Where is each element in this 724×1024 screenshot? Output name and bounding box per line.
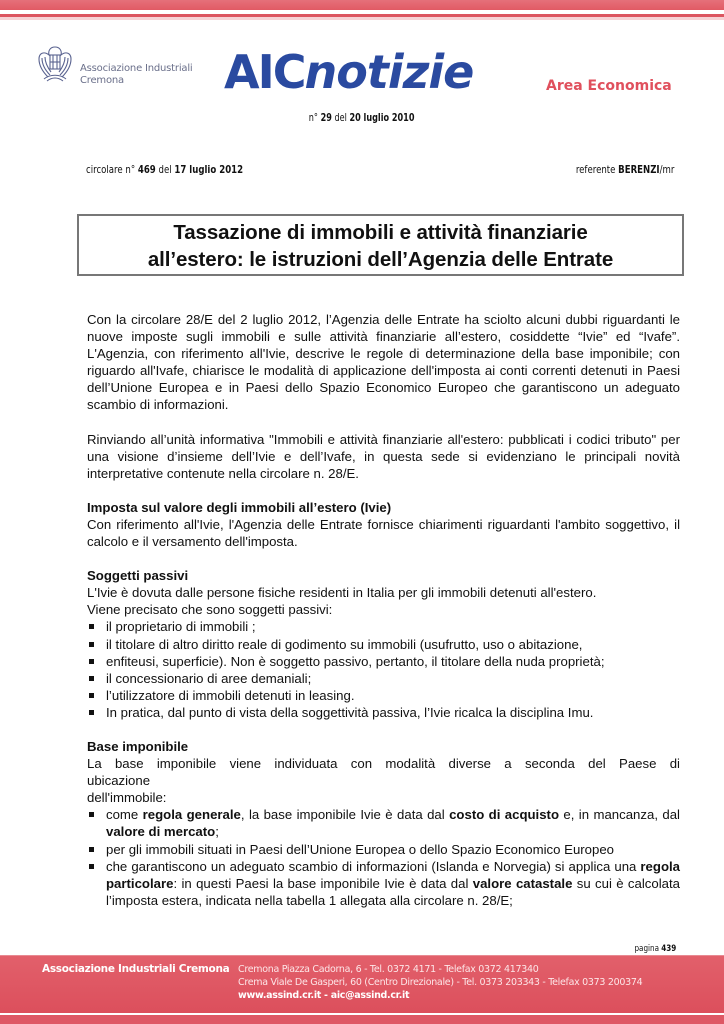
soggetti-paragraph-2: Viene precisato che sono soggetti passivi:	[87, 602, 333, 618]
confindustria-eagle-icon	[36, 43, 74, 83]
list-item-text: il proprietario di immobili ;	[106, 619, 256, 635]
footer-address-crema: Crema Viale De Gasperi, 60 (Centro Direzionale) - Tel. 0373 203343 - Telefax 0373 200374	[238, 977, 643, 988]
bold-run: regola generale	[142, 807, 241, 823]
square-bullet-icon	[89, 659, 94, 664]
list-item-text: il titolare di altro diritto reale di godimento su immobili (usufrutto, uso o abitazione,	[106, 636, 583, 652]
list-item-text: l’utilizzatore di immobili detenuti in leasing.	[106, 687, 355, 703]
list-item	[87, 618, 680, 635]
footer-org-name: Associazione Industriali Cremona	[42, 963, 230, 975]
base-paragraph-1: La base imponibile viene individuata con modalità diverse a seconda del Paese di	[87, 756, 680, 772]
text-run: ;	[215, 824, 219, 840]
page-prefix: pagina	[634, 944, 661, 954]
square-bullet-icon	[89, 693, 94, 698]
soggetti-list	[87, 618, 680, 721]
footer-bottom-stripe	[0, 1015, 724, 1024]
issue-prefix: n°	[308, 111, 321, 124]
page-number-value: 439	[660, 944, 676, 954]
section-heading-base: Base imponibile	[87, 738, 189, 754]
issue-del: del	[331, 111, 350, 124]
area-label: Area Economica	[546, 78, 672, 94]
association-name-line2: Cremona	[80, 75, 124, 86]
issue-number: 29	[320, 111, 332, 124]
square-bullet-icon	[89, 676, 94, 681]
referente-name: BERENZI	[617, 163, 660, 176]
text-run: : in questi Paesi la base imponibile Ivie è data dal	[173, 875, 473, 891]
ivie-paragraph: Con riferimento all'Ivie, l'Agenzia delle Entrate fornisce chiarimenti riguardanti l'ambito soggettivo, il calcolo e il versamento dell'imposta.	[87, 516, 680, 550]
bold-run: valore di mercato	[106, 824, 216, 840]
section-heading-soggetti: Soggetti passivi	[87, 568, 189, 584]
list-item	[87, 653, 680, 670]
rinvio-paragraph: Rinviando all’unità informativa "Immobili e attività finanziarie all'estero: pubblicati i codici tributo" per una visione d’insieme dell’Ivie e dell’Ivafe, in questa sede si evidenziano le principali novità interpretative contenute nella circolare n. 28/E.	[87, 431, 680, 481]
base-list	[87, 806, 680, 909]
text-run: che garantiscono un adeguato scambio di informazioni (Islanda e Norvegia) si applica una	[106, 858, 641, 874]
text-run: su cui è calcolata l’imposta estera, indicata nella tabella 1 allegata alla circolare n. 28/E;	[106, 875, 680, 908]
list-item	[87, 858, 680, 909]
bold-run: regola particolare	[106, 858, 680, 891]
newsletter-logo	[224, 44, 473, 100]
footer-address	[238, 963, 642, 1002]
intro-paragraph: Con la circolare 28/E del 2 luglio 2012, l’Agenzia delle Entrate ha sciolto alcuni dubbi riguardanti le nuove imposte sugli immobili e sulle attività finanziarie all’estero, cosiddette “Ivie” ed “Ivafe”. L'Agenzia, con riferimento all'Ivie, descrive le regole di determinazione della base imponibile; con riguardo all'Ivafe, chiarisce le modalità di applicazione dell'imposta ai conti correnti detenuti in Paesi dell’Unione Europea e in Paesi dello Spazio Economico Europeo che garantiscono un adeguato scambio di informazioni.	[87, 312, 680, 413]
circolare-info	[86, 163, 243, 176]
square-bullet-icon	[89, 864, 94, 869]
circolare-prefix: circolare n°	[86, 163, 138, 176]
footer-address-cremona: Cremona Piazza Cadorna, 6 - Tel. 0372 4171 - Telefax 0372 417340	[238, 964, 539, 975]
circolare-number: 469	[137, 163, 156, 176]
association-name	[80, 63, 192, 87]
square-bullet-icon	[89, 642, 94, 647]
circolare-del: del	[155, 163, 175, 176]
referente-suffix: /mr	[659, 163, 674, 176]
base-paragraph-3: dell'immobile:	[87, 790, 167, 806]
issue-date: 20 luglio 2010	[349, 111, 415, 124]
article-body	[87, 311, 680, 909]
section-heading-ivie: Imposta sul valore degli immobili all’estero (Ivie)	[87, 499, 392, 515]
list-item-text: il concessionario di aree demaniali;	[106, 670, 312, 686]
list-item-text: per gli immobili situati in Paesi dell’Unione Europea o dello Spazio Economico Europeo	[106, 841, 615, 857]
list-item	[87, 704, 680, 721]
header-pink-line	[0, 17, 724, 20]
article-title-box	[77, 214, 684, 276]
logo-aic: AIC	[224, 45, 305, 99]
referente-info	[575, 163, 674, 176]
list-item	[87, 636, 680, 653]
base-paragraph-2: ubicazione	[87, 773, 151, 789]
text-run: come	[106, 807, 143, 823]
article-title-line2: all’estero: le istruzioni dell’Agenzia delle Entrate	[147, 248, 614, 271]
list-item	[87, 806, 680, 840]
header-red-stripe	[0, 0, 724, 10]
square-bullet-icon	[89, 812, 94, 817]
bold-run: valore catastale	[472, 875, 573, 891]
issue-line	[65, 111, 659, 124]
square-bullet-icon	[89, 624, 94, 629]
text-run: , la base imponibile Ivie è data dal	[240, 807, 450, 823]
bold-run: costo di acquisto	[449, 807, 560, 823]
list-item-text: enfiteusi, superficie). Non è soggetto passivo, pertanto, il titolare della nuda proprietà;	[106, 653, 605, 669]
footer-web-contact[interactable]: www.assind.cr.it - aic@assind.cr.it	[238, 990, 410, 1001]
list-item	[87, 841, 680, 858]
article-title	[79, 216, 682, 273]
list-item	[87, 687, 680, 704]
article-title-line1: Tassazione di immobili e attività finanziarie	[173, 221, 588, 244]
square-bullet-icon	[89, 710, 94, 715]
text-run: e, in mancanza, dal	[559, 807, 680, 823]
list-item	[87, 670, 680, 687]
association-name-line1: Associazione Industriali	[80, 63, 193, 74]
circolare-date: 17 luglio 2012	[174, 163, 244, 176]
page-number	[634, 944, 676, 954]
square-bullet-icon	[89, 847, 94, 852]
list-item-text: In pratica, dal punto di vista della soggettività passiva, l’Ivie ricalca la disciplina Imu.	[106, 704, 594, 720]
referente-prefix: referente	[575, 163, 618, 176]
soggetti-paragraph-1: L'Ivie è dovuta dalle persone fisiche residenti in Italia per gli immobili detenuti all'estero.	[87, 585, 597, 601]
logo-notizie: notizie	[304, 45, 474, 99]
